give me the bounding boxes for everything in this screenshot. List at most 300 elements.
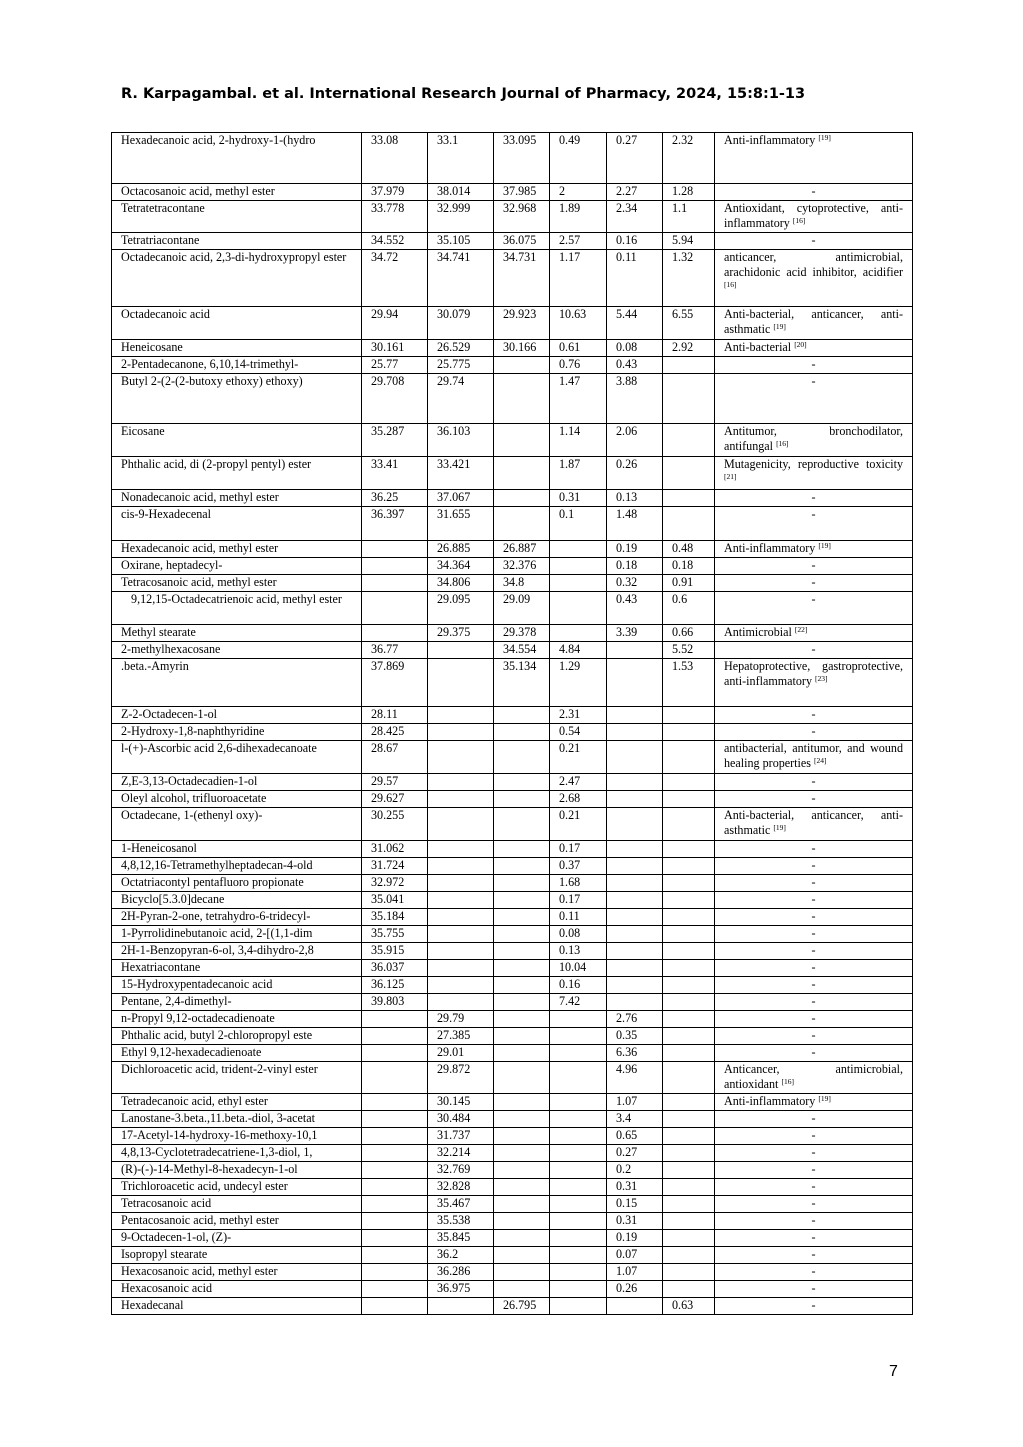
- value-cell: 32.968: [494, 201, 550, 233]
- value-cell: [362, 1111, 428, 1128]
- value-cell: [362, 1179, 428, 1196]
- activity-cell: [715, 1264, 913, 1281]
- value-cell: 27.385: [428, 1028, 494, 1045]
- value-cell: [362, 625, 428, 642]
- value-cell: 36.397: [362, 507, 428, 541]
- value-cell: 2.27: [607, 184, 663, 201]
- value-cell: 2.57: [550, 233, 607, 250]
- value-cell: [663, 1230, 715, 1247]
- activity-text: -: [811, 1145, 816, 1159]
- activity-text: -: [811, 374, 816, 388]
- value-cell: 29.923: [494, 307, 550, 340]
- activity-text: Anticancer, antimicrobial, antioxidant: [724, 1062, 903, 1091]
- activity-text: -: [811, 858, 816, 872]
- value-cell: [663, 926, 715, 943]
- value-cell: 5.52: [663, 642, 715, 659]
- activity-cell: [715, 741, 913, 774]
- compound-name-cell: (R)-(-)-14-Methyl-8-hexadecyn-1-ol: [112, 1162, 362, 1179]
- table-row: [112, 642, 913, 659]
- compound-name-cell: Octadecanoic acid: [112, 307, 362, 340]
- value-cell: [494, 707, 550, 724]
- value-cell: 0.21: [550, 741, 607, 774]
- value-cell: [428, 892, 494, 909]
- value-cell: [550, 1128, 607, 1145]
- activity-cell: [715, 507, 913, 541]
- compound-name-cell: Heneicosane: [112, 340, 362, 357]
- value-cell: [663, 507, 715, 541]
- table-row: [112, 1111, 913, 1128]
- activity-cell: [715, 1213, 913, 1230]
- value-cell: 30.145: [428, 1094, 494, 1111]
- value-cell: 0.65: [607, 1128, 663, 1145]
- activity-text: -: [811, 642, 816, 656]
- value-cell: [550, 1281, 607, 1298]
- value-cell: 6.55: [663, 307, 715, 340]
- activity-cell: [715, 1011, 913, 1028]
- value-cell: [362, 1230, 428, 1247]
- page-number: 7: [889, 1363, 898, 1380]
- activity-text: -: [811, 575, 816, 589]
- reference-citation: [19]: [818, 133, 831, 142]
- compound-name-cell: Hexadecanoic acid, methyl ester: [112, 541, 362, 558]
- value-cell: 0.27: [607, 1145, 663, 1162]
- value-cell: [550, 1145, 607, 1162]
- table-row: [112, 558, 913, 575]
- value-cell: 34.731: [494, 250, 550, 307]
- value-cell: 0.31: [607, 1213, 663, 1230]
- value-cell: [607, 707, 663, 724]
- activity-text: -: [811, 233, 816, 247]
- activity-text: -: [811, 909, 816, 923]
- value-cell: 0.31: [550, 490, 607, 507]
- value-cell: [663, 1264, 715, 1281]
- activity-text: -: [811, 1179, 816, 1193]
- value-cell: 35.041: [362, 892, 428, 909]
- value-cell: 32.376: [494, 558, 550, 575]
- value-cell: 3.88: [607, 374, 663, 424]
- value-cell: [362, 575, 428, 592]
- value-cell: [550, 1028, 607, 1045]
- value-cell: [362, 592, 428, 625]
- value-cell: 39.803: [362, 994, 428, 1011]
- value-cell: 26.887: [494, 541, 550, 558]
- value-cell: [428, 977, 494, 994]
- value-cell: 4.96: [607, 1062, 663, 1094]
- value-cell: 1.89: [550, 201, 607, 233]
- value-cell: [663, 1094, 715, 1111]
- value-cell: [550, 1179, 607, 1196]
- value-cell: [663, 724, 715, 741]
- value-cell: [494, 1281, 550, 1298]
- value-cell: [494, 774, 550, 791]
- value-cell: [663, 1111, 715, 1128]
- value-cell: [550, 625, 607, 642]
- value-cell: 0.2: [607, 1162, 663, 1179]
- table-row: [112, 1196, 913, 1213]
- value-cell: [663, 960, 715, 977]
- value-cell: [362, 1196, 428, 1213]
- value-cell: [550, 575, 607, 592]
- value-cell: [663, 1045, 715, 1062]
- activity-text: -: [811, 1128, 816, 1142]
- compound-name-cell: Tetradecanoic acid, ethyl ester: [112, 1094, 362, 1111]
- value-cell: [550, 1247, 607, 1264]
- activity-text: -: [811, 1213, 816, 1227]
- activity-text: -: [811, 707, 816, 721]
- value-cell: 28.67: [362, 741, 428, 774]
- activity-cell: [715, 1094, 913, 1111]
- value-cell: 0.18: [663, 558, 715, 575]
- compound-name-cell: Z,E-3,13-Octadecadien-1-ol: [112, 774, 362, 791]
- activity-cell: [715, 1196, 913, 1213]
- value-cell: [428, 791, 494, 808]
- activity-cell: [715, 1298, 913, 1315]
- compound-name-cell: 1-Pyrrolidinebutanoic acid, 2-[(1,1-dim: [112, 926, 362, 943]
- activity-cell: [715, 841, 913, 858]
- value-cell: [550, 1011, 607, 1028]
- value-cell: 10.63: [550, 307, 607, 340]
- value-cell: [494, 741, 550, 774]
- value-cell: [663, 1179, 715, 1196]
- value-cell: [663, 791, 715, 808]
- value-cell: 34.72: [362, 250, 428, 307]
- activity-text: -: [811, 490, 816, 504]
- compound-name-cell: 2-methylhexacosane: [112, 642, 362, 659]
- value-cell: [494, 1062, 550, 1094]
- value-cell: [428, 707, 494, 724]
- value-cell: 36.77: [362, 642, 428, 659]
- activity-cell: [715, 1045, 913, 1062]
- value-cell: 32.769: [428, 1162, 494, 1179]
- value-cell: 37.067: [428, 490, 494, 507]
- activity-cell: [715, 575, 913, 592]
- table-row: [112, 909, 913, 926]
- activity-cell: [715, 1028, 913, 1045]
- value-cell: 10.04: [550, 960, 607, 977]
- value-cell: [362, 1281, 428, 1298]
- value-cell: [428, 994, 494, 1011]
- activity-text: -: [811, 507, 816, 521]
- activity-text: -: [811, 977, 816, 991]
- compound-name-cell: Oxirane, heptadecyl-: [112, 558, 362, 575]
- value-cell: 0.11: [550, 909, 607, 926]
- reference-citation: [24]: [814, 756, 827, 765]
- value-cell: [494, 1128, 550, 1145]
- value-cell: [362, 1045, 428, 1062]
- value-cell: [494, 1230, 550, 1247]
- value-cell: 2.68: [550, 791, 607, 808]
- value-cell: [494, 1179, 550, 1196]
- compound-name-cell: Octadecane, 1-(ethenyl oxy)-: [112, 808, 362, 841]
- value-cell: [663, 774, 715, 791]
- value-cell: [663, 424, 715, 457]
- value-cell: 0.15: [607, 1196, 663, 1213]
- value-cell: [494, 507, 550, 541]
- compound-name-cell: Hexadecanal: [112, 1298, 362, 1315]
- value-cell: [550, 1196, 607, 1213]
- value-cell: 1.07: [607, 1094, 663, 1111]
- value-cell: 36.286: [428, 1264, 494, 1281]
- activity-cell: [715, 791, 913, 808]
- value-cell: 36.975: [428, 1281, 494, 1298]
- reference-citation: [21]: [724, 472, 737, 481]
- value-cell: [428, 909, 494, 926]
- value-cell: [494, 724, 550, 741]
- value-cell: [550, 1264, 607, 1281]
- activity-text: -: [811, 1196, 816, 1210]
- value-cell: [494, 374, 550, 424]
- table-row: [112, 943, 913, 960]
- compound-name-cell: Pentacosanoic acid, methyl ester: [112, 1213, 362, 1230]
- activity-text: -: [811, 558, 816, 572]
- value-cell: 0.43: [607, 357, 663, 374]
- compound-name-cell: Tetratriacontane: [112, 233, 362, 250]
- value-cell: 0.43: [607, 592, 663, 625]
- value-cell: 34.741: [428, 250, 494, 307]
- value-cell: 0.19: [607, 541, 663, 558]
- activity-cell: [715, 659, 913, 707]
- compound-name-cell: 4,8,13-Cyclotetradecatriene-1,3-diol, 1,: [112, 1145, 362, 1162]
- compound-name-cell: Bicyclo[5.3.0]decane: [112, 892, 362, 909]
- activity-cell: [715, 926, 913, 943]
- value-cell: [607, 892, 663, 909]
- table-row: [112, 625, 913, 642]
- value-cell: 2.92: [663, 340, 715, 357]
- value-cell: [550, 541, 607, 558]
- activity-cell: [715, 875, 913, 892]
- activity-text: anticancer, antimicrobial, arachidonic acid inhibitor, acidifier: [724, 250, 903, 279]
- value-cell: 2.06: [607, 424, 663, 457]
- value-cell: 31.737: [428, 1128, 494, 1145]
- value-cell: [494, 1028, 550, 1045]
- value-cell: 34.554: [494, 642, 550, 659]
- activity-cell: [715, 457, 913, 490]
- value-cell: [494, 1264, 550, 1281]
- activity-text: Anti-bacterial, anticancer, anti-asthmatic: [724, 307, 903, 336]
- table-row: [112, 858, 913, 875]
- value-cell: 33.095: [494, 133, 550, 184]
- value-cell: [428, 841, 494, 858]
- value-cell: 33.778: [362, 201, 428, 233]
- value-cell: [428, 774, 494, 791]
- activity-text: -: [811, 875, 816, 889]
- value-cell: 32.972: [362, 875, 428, 892]
- compound-name-cell: Tetracosanoic acid: [112, 1196, 362, 1213]
- value-cell: [663, 858, 715, 875]
- value-cell: [494, 994, 550, 1011]
- value-cell: 29.94: [362, 307, 428, 340]
- compound-name-cell: 2H-1-Benzopyran-6-ol, 3,4-dihydro-2,8: [112, 943, 362, 960]
- activity-cell: [715, 233, 913, 250]
- activity-cell: [715, 707, 913, 724]
- value-cell: 1.32: [663, 250, 715, 307]
- value-cell: [428, 741, 494, 774]
- value-cell: [362, 541, 428, 558]
- activity-cell: [715, 724, 913, 741]
- value-cell: 35.287: [362, 424, 428, 457]
- reference-citation: [20]: [794, 340, 807, 349]
- value-cell: [607, 741, 663, 774]
- value-cell: [428, 943, 494, 960]
- value-cell: [607, 875, 663, 892]
- value-cell: [428, 659, 494, 707]
- activity-text: -: [811, 184, 816, 198]
- activity-cell: [715, 892, 913, 909]
- value-cell: [663, 490, 715, 507]
- value-cell: 6.36: [607, 1045, 663, 1062]
- reference-citation: [19]: [818, 1094, 831, 1103]
- value-cell: [362, 1145, 428, 1162]
- activity-cell: [715, 558, 913, 575]
- value-cell: 0.61: [550, 340, 607, 357]
- table-row: [112, 774, 913, 791]
- compound-name-cell: Hexadecanoic acid, 2-hydroxy-1-(hydro: [112, 133, 362, 184]
- table-row: [112, 1230, 913, 1247]
- value-cell: 32.999: [428, 201, 494, 233]
- value-cell: 34.806: [428, 575, 494, 592]
- value-cell: [494, 926, 550, 943]
- value-cell: 0.13: [607, 490, 663, 507]
- activity-cell: [715, 1062, 913, 1094]
- value-cell: [663, 707, 715, 724]
- value-cell: 36.075: [494, 233, 550, 250]
- activity-text: -: [811, 1011, 816, 1025]
- value-cell: [607, 808, 663, 841]
- activity-cell: [715, 592, 913, 625]
- activity-cell: [715, 977, 913, 994]
- compound-name-cell: Dichloroacetic acid, trident-2-vinyl ester: [112, 1062, 362, 1094]
- activity-cell: [715, 1179, 913, 1196]
- table-row: [112, 1128, 913, 1145]
- value-cell: 35.915: [362, 943, 428, 960]
- reference-citation: [22]: [794, 625, 808, 634]
- value-cell: [663, 994, 715, 1011]
- value-cell: [494, 892, 550, 909]
- value-cell: [362, 1062, 428, 1094]
- table-row: [112, 1264, 913, 1281]
- value-cell: [494, 841, 550, 858]
- activity-cell: [715, 374, 913, 424]
- compound-name-cell: Tetracosanoic acid, methyl ester: [112, 575, 362, 592]
- value-cell: [428, 808, 494, 841]
- value-cell: [663, 909, 715, 926]
- value-cell: 2: [550, 184, 607, 201]
- activity-text: -: [811, 1230, 816, 1244]
- value-cell: 0.26: [607, 1281, 663, 1298]
- value-cell: [428, 1298, 494, 1315]
- value-cell: 1.48: [607, 507, 663, 541]
- compound-name-cell: n-Propyl 9,12-octadecadienoate: [112, 1011, 362, 1028]
- value-cell: 33.421: [428, 457, 494, 490]
- activity-text: -: [811, 1045, 816, 1059]
- value-cell: [494, 1045, 550, 1062]
- compound-name-cell: Ethyl 9,12-hexadecadienoate: [112, 1045, 362, 1062]
- table-row: [112, 724, 913, 741]
- compound-name-cell: Hexatriacontane: [112, 960, 362, 977]
- value-cell: [663, 357, 715, 374]
- value-cell: [663, 457, 715, 490]
- table-row: [112, 875, 913, 892]
- value-cell: 36.2: [428, 1247, 494, 1264]
- value-cell: [494, 490, 550, 507]
- value-cell: 1.53: [663, 659, 715, 707]
- reference-citation: [16]: [724, 280, 737, 289]
- table-row: [112, 1298, 913, 1315]
- activity-text: -: [811, 1264, 816, 1278]
- activity-cell: [715, 909, 913, 926]
- value-cell: 0.6: [663, 592, 715, 625]
- value-cell: [494, 943, 550, 960]
- value-cell: 4.84: [550, 642, 607, 659]
- value-cell: [663, 977, 715, 994]
- activity-cell: [715, 994, 913, 1011]
- value-cell: 7.42: [550, 994, 607, 1011]
- value-cell: [607, 926, 663, 943]
- value-cell: [428, 642, 494, 659]
- value-cell: 37.869: [362, 659, 428, 707]
- activity-cell: [715, 858, 913, 875]
- value-cell: [663, 741, 715, 774]
- compound-name-cell: Methyl stearate: [112, 625, 362, 642]
- compound-name-cell: Z-2-Octadecen-1-ol: [112, 707, 362, 724]
- activity-text: Hepatoprotective, gastroprotective, anti-inflammatory: [724, 659, 903, 688]
- value-cell: [550, 1094, 607, 1111]
- value-cell: 1.87: [550, 457, 607, 490]
- value-cell: 26.885: [428, 541, 494, 558]
- value-cell: [428, 960, 494, 977]
- activity-cell: [715, 642, 913, 659]
- activity-cell: [715, 490, 913, 507]
- value-cell: [362, 1128, 428, 1145]
- table-row: [112, 233, 913, 250]
- activity-text: -: [811, 943, 816, 957]
- compound-name-cell: Isopropyl stearate: [112, 1247, 362, 1264]
- value-cell: 1.68: [550, 875, 607, 892]
- value-cell: [550, 1111, 607, 1128]
- value-cell: 31.062: [362, 841, 428, 858]
- activity-cell: [715, 340, 913, 357]
- value-cell: [663, 1213, 715, 1230]
- value-cell: 0.49: [550, 133, 607, 184]
- compound-name-cell: Butyl 2-(2-(2-butoxy ethoxy) ethoxy): [112, 374, 362, 424]
- value-cell: 35.184: [362, 909, 428, 926]
- compound-name-cell: l-(+)-Ascorbic acid 2,6-dihexadecanoate: [112, 741, 362, 774]
- table-body: [112, 133, 913, 1315]
- value-cell: 2.34: [607, 201, 663, 233]
- value-cell: 0.1: [550, 507, 607, 541]
- compound-name-cell: 2-Pentadecanone, 6,10,14-trimethyl-: [112, 357, 362, 374]
- compound-name-cell: Lanostane-3.beta.,11.beta.-diol, 3-acetat: [112, 1111, 362, 1128]
- reference-citation: [19]: [773, 322, 786, 331]
- reference-citation: [16]: [781, 1077, 794, 1086]
- value-cell: [494, 909, 550, 926]
- value-cell: 0.48: [663, 541, 715, 558]
- value-cell: 30.166: [494, 340, 550, 357]
- value-cell: [494, 1196, 550, 1213]
- value-cell: [494, 808, 550, 841]
- compound-name-cell: Hexacosanoic acid, methyl ester: [112, 1264, 362, 1281]
- activity-cell: [715, 307, 913, 340]
- compound-name-cell: cis-9-Hexadecenal: [112, 507, 362, 541]
- value-cell: [607, 960, 663, 977]
- table-row: [112, 424, 913, 457]
- table-row: [112, 1145, 913, 1162]
- value-cell: 38.014: [428, 184, 494, 201]
- value-cell: [550, 558, 607, 575]
- activity-cell: [715, 424, 913, 457]
- activity-text: -: [811, 791, 816, 805]
- activity-text: Antitumor, bronchodilator, antifungal: [724, 424, 903, 453]
